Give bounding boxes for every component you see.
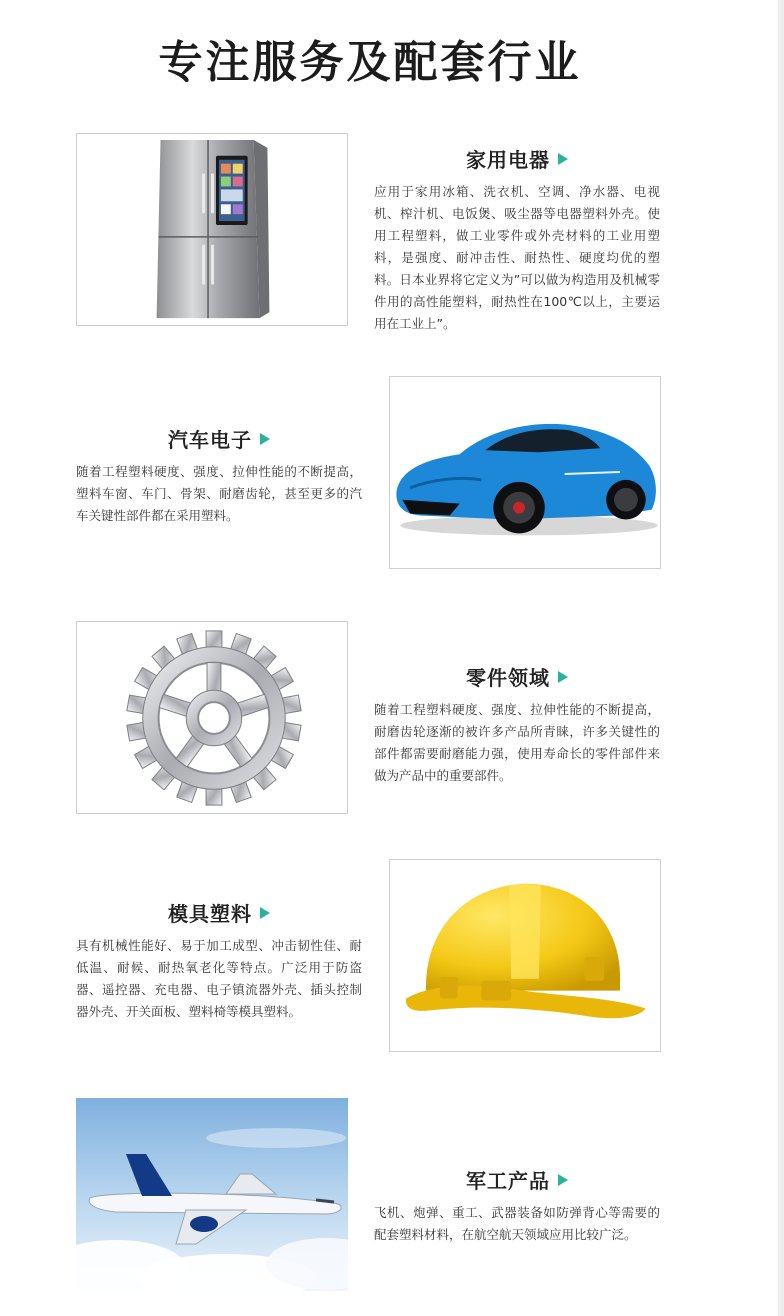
industry-description: 飞机、炮弹、重工、武器装备如防弹背心等需要的配套塑料材料，在航空航天领域应用比较广泛。 bbox=[374, 1205, 660, 1242]
play-triangle-icon bbox=[558, 153, 568, 165]
industry-description: 随着工程塑料硬度、强度、拉伸性能的不断提高，塑料车窗、车门、骨架、耐磨齿轮，甚至更多的汽车关键性部件都在采用塑料。 bbox=[76, 464, 362, 523]
safety-helmet-image bbox=[389, 859, 661, 1052]
industry-title-text: 军工产品 bbox=[466, 1169, 550, 1193]
industry-block-mold-plastics bbox=[76, 898, 362, 1023]
industry-description: 应用于家用冰箱、洗衣机、空调、净水器、电视机、榨汁机、电饭煲、吸尘器等电器塑料外壳。使用工程塑料，做工业零件或外壳材料的工业用塑料，是强度、耐冲击性、耐热性、硬度均优的塑料。日本业界将它定义为”可以做为构造用及机械零件用的高性能塑料，耐热性在100℃以上，主要运用在工业上”。 bbox=[374, 184, 660, 331]
industry-block-home-appliances bbox=[374, 144, 660, 335]
sports-car-image bbox=[389, 376, 661, 569]
industry-title bbox=[374, 144, 660, 173]
play-triangle-icon bbox=[260, 907, 270, 919]
gear-image bbox=[76, 621, 348, 814]
industry-title bbox=[76, 424, 362, 453]
industry-description: 具有机械性能好、易于加工成型、冲击韧性佳、耐低温、耐候、耐热氧老化等特点。广泛用于防盗器、遥控器、充电器、电子镇流器外壳、插头控制器外壳、开关面板、塑料椅等模具塑料。 bbox=[76, 938, 362, 1019]
page-title: 专注服务及配套行业 bbox=[158, 37, 582, 88]
industry-title-text: 家用电器 bbox=[466, 148, 550, 172]
industry-title-text: 汽车电子 bbox=[168, 428, 252, 452]
play-triangle-icon bbox=[558, 671, 568, 683]
airplane-image bbox=[76, 1098, 348, 1291]
industry-description: 随着工程塑料硬度、强度、拉伸性能的不断提高，耐磨齿轮逐渐的被许多产品所青睐，许多关键性的部件都需要耐磨能力强，使用寿命长的零件部件来做为产品中的重要部件。 bbox=[374, 702, 660, 783]
refrigerator-image bbox=[76, 133, 348, 326]
industry-title-text: 模具塑料 bbox=[168, 902, 252, 926]
play-triangle-icon bbox=[558, 1174, 568, 1186]
industry-title bbox=[374, 1165, 660, 1194]
industry-block-military bbox=[374, 1165, 660, 1246]
right-scroll-rail bbox=[778, 0, 784, 1316]
industry-block-automotive bbox=[76, 424, 362, 527]
play-triangle-icon bbox=[260, 433, 270, 445]
industry-title bbox=[76, 898, 362, 927]
industry-block-components bbox=[374, 662, 660, 787]
industry-title-text: 零件领域 bbox=[466, 666, 550, 690]
industry-title bbox=[374, 662, 660, 691]
